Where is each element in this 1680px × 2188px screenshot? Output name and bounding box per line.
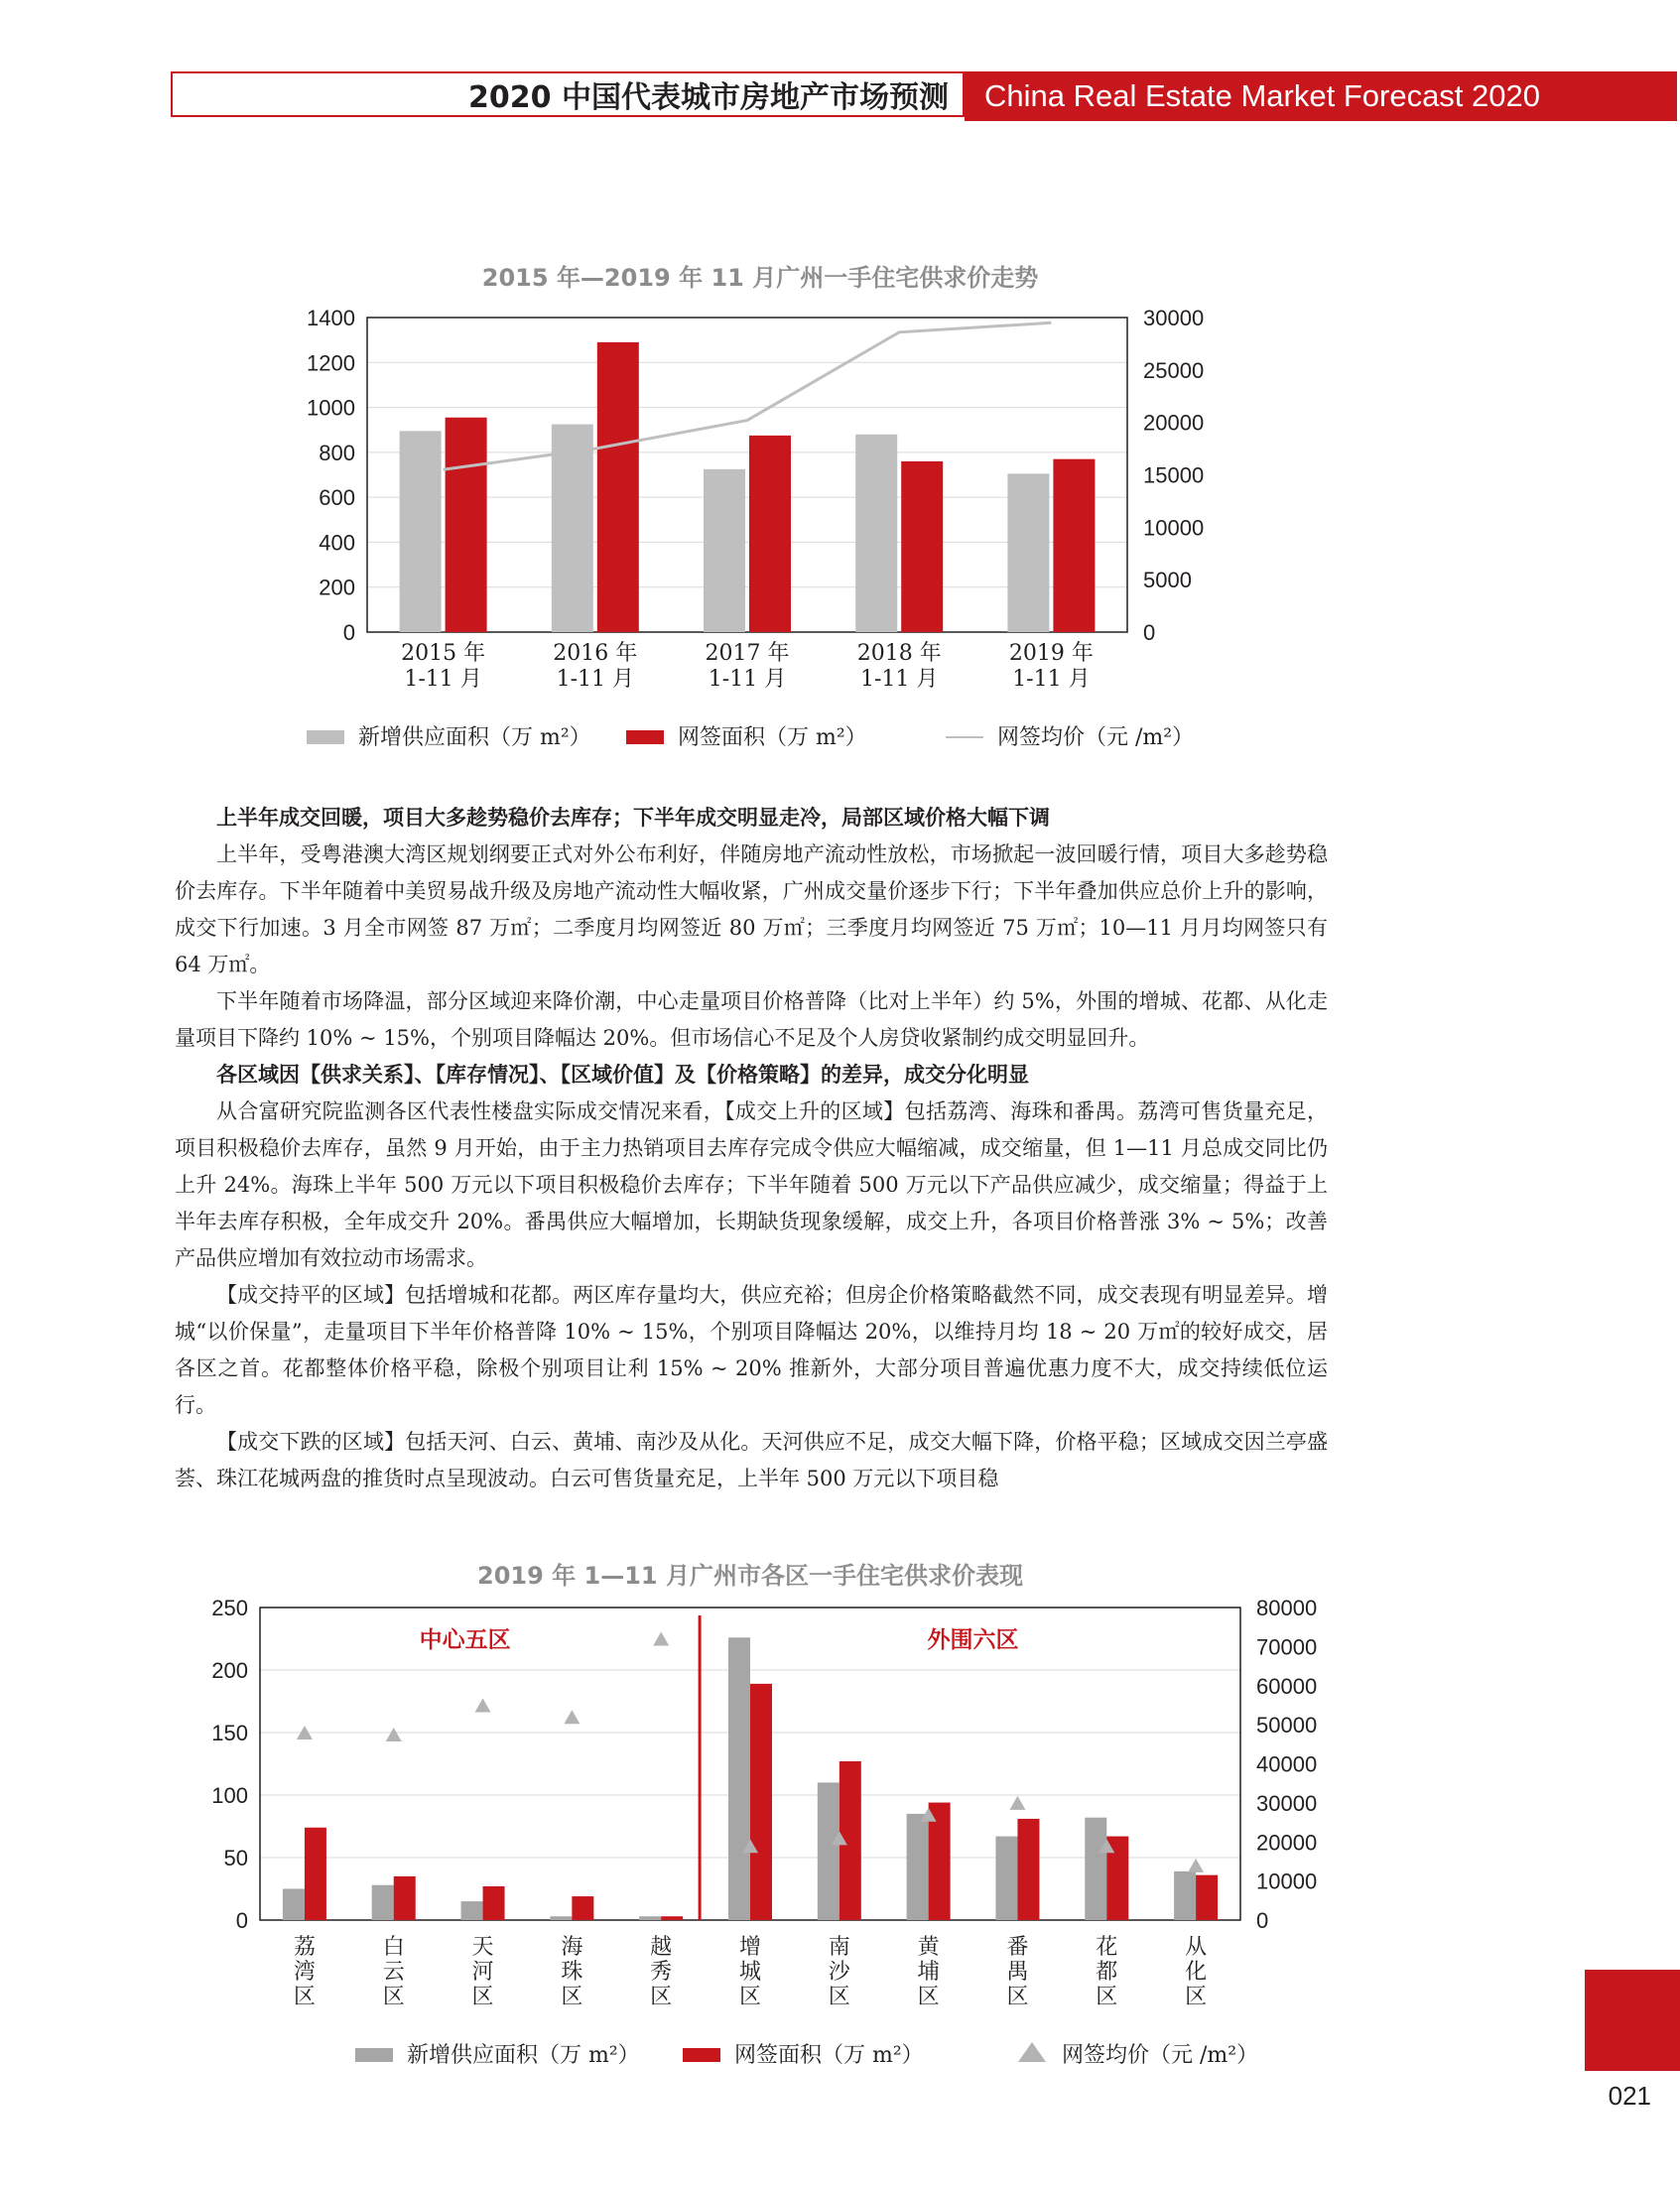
legend-label: 网签均价（元 /m²） bbox=[1062, 2043, 1259, 2068]
x-tick-label: 都 bbox=[1096, 1960, 1118, 1985]
x-tick-label: 1-11 月 bbox=[404, 667, 482, 692]
y-tick-label: 1400 bbox=[307, 306, 355, 330]
y-tick-label: 400 bbox=[319, 530, 355, 556]
bar-new-supply bbox=[855, 435, 897, 632]
y2-tick-label: 10000 bbox=[1256, 1868, 1318, 1894]
x-tick-label: 1-11 月 bbox=[708, 667, 787, 692]
header-title-cn: 2020 中国代表城市房地产市场预测 bbox=[171, 71, 965, 117]
x-tick-label: 番 bbox=[1006, 1935, 1029, 1960]
y2-tick-label: 40000 bbox=[1256, 1751, 1318, 1777]
x-tick-label: 禺 bbox=[1006, 1960, 1029, 1985]
y-tick-label: 1200 bbox=[307, 350, 355, 376]
legend-swatch bbox=[307, 730, 344, 744]
marker-avg-price bbox=[1188, 1859, 1204, 1872]
article-body-top bbox=[175, 800, 1328, 1497]
bar-signed-area bbox=[483, 1886, 505, 1920]
y-tick-label: 100 bbox=[211, 1783, 248, 1808]
x-tick-label: 2019 年 bbox=[1008, 641, 1094, 666]
legend-label: 网签面积（万 m²） bbox=[734, 2043, 924, 2068]
marker-avg-price bbox=[653, 1632, 669, 1646]
y2-tick-label: 30000 bbox=[1143, 306, 1205, 330]
chart-title: 2019 年 1—11 月广州市各区一手住宅供求价表现 bbox=[477, 1562, 1023, 1590]
bar-new-supply bbox=[995, 1837, 1017, 1920]
paragraph: 【成交下跌的区域】包括天河、白云、黄埔、南沙及从化。天河供应不足，成交大幅下降，价格平稳；区域成交因兰亭盛荟、珠江花城两盘的推货时点呈现波动。白云可售货量充足，上半年 500 万元以下项目稳 bbox=[175, 1430, 1328, 1490]
y2-tick-label: 20000 bbox=[1256, 1830, 1318, 1856]
y2-tick-label: 60000 bbox=[1256, 1673, 1318, 1699]
x-tick-label: 埔 bbox=[917, 1960, 940, 1985]
bar-new-supply bbox=[728, 1637, 750, 1920]
x-tick-label: 1-11 月 bbox=[1012, 667, 1091, 692]
x-tick-label: 云 bbox=[382, 1960, 405, 1985]
bar-new-supply bbox=[907, 1814, 929, 1920]
x-tick-label: 增 bbox=[738, 1935, 762, 1960]
x-tick-label: 化 bbox=[1185, 1960, 1208, 1985]
y-tick-label: 50 bbox=[223, 1846, 248, 1870]
x-tick-label: 秀 bbox=[650, 1960, 673, 1985]
bar-signed-area bbox=[305, 1828, 326, 1920]
y2-tick-label: 20000 bbox=[1143, 410, 1205, 436]
y2-tick-label: 10000 bbox=[1143, 515, 1205, 541]
y2-tick-label: 70000 bbox=[1256, 1634, 1318, 1660]
bar-signed-area bbox=[597, 342, 639, 632]
y-tick-label: 800 bbox=[319, 440, 355, 465]
y2-tick-label: 0 bbox=[1143, 620, 1156, 645]
y2-tick-label: 5000 bbox=[1143, 568, 1192, 593]
paragraph: 下半年随着市场降温，部分区域迎来降价潮，中心走量项目价格普降（比对上半年）约 5%，外围的增城、花都、从化走量项目下降约 10% ~ 15%，个别项目降幅达 20%。但市场信心不足及个人房贷收紧制约成交明显回升。 bbox=[175, 989, 1328, 1050]
x-tick-label: 河 bbox=[471, 1960, 494, 1985]
bar-signed-area bbox=[1017, 1819, 1039, 1920]
paragraph: 从合富研究院监测各区代表性楼盘实际成交情况来看，【成交上升的区域】包括荔湾、海珠和番禺。荔湾可售货量充足，项目积极稳价去库存，虽然 9 月开始，由于主力热销项目去库存完成令供应大幅缩减，成交缩量，但 1—11 月总成交同比仍上升 24%。海珠上半年 500 万元以下项目积极稳价去库存；下半年随着 500 万元以下产品供应减少，成交缩量；得益于上半年去库存积极，全年成交升 20%。番禺供应大幅增加，长期缺货现象缓解，成交上升，各项目价格普涨 3% ~ 5%；改善产品供应增加有效拉动市场需求。 bbox=[175, 1099, 1328, 1270]
paragraph: 【成交持平的区域】包括增城和花都。两区库存量均大，供应充裕；但房企价格策略截然不同，成交表现有明显差异。增城“以价保量”，走量项目下半年价格普降 10% ~ 15%，个别项目降幅达 20%，以维持月均 18 ~ 20 万㎡的较好成交，居各区之首。花都整体价格平稳，除极个别项目让利 15% ~ 20% 推新外，大部分项目普遍优惠力度不大，成交持续低位运行。 bbox=[175, 1283, 1328, 1417]
x-tick-label: 2016 年 bbox=[553, 641, 638, 666]
x-tick-label: 湾 bbox=[293, 1960, 316, 1985]
chart-supply-demand-trend bbox=[0, 248, 1680, 774]
y-tick-label: 200 bbox=[319, 575, 355, 600]
x-tick-label: 区 bbox=[471, 1985, 494, 2009]
x-tick-label: 城 bbox=[738, 1960, 762, 1985]
marker-avg-price bbox=[564, 1710, 580, 1724]
legend-label: 新增供应面积（万 m²） bbox=[407, 2043, 640, 2068]
y2-tick-label: 30000 bbox=[1256, 1790, 1318, 1816]
y2-tick-label: 80000 bbox=[1256, 1596, 1318, 1620]
x-tick-label: 区 bbox=[561, 1985, 583, 2009]
header-title-en: China Real Estate Market Forecast 2020 bbox=[965, 71, 1677, 121]
legend-label: 网签面积（万 m²） bbox=[678, 725, 867, 750]
x-tick-label: 区 bbox=[650, 1985, 673, 2009]
legend-swatch bbox=[1018, 2042, 1046, 2062]
x-tick-label: 1-11 月 bbox=[556, 667, 635, 692]
y2-tick-label: 0 bbox=[1256, 1908, 1269, 1933]
x-tick-label: 从 bbox=[1185, 1935, 1208, 1960]
page-header bbox=[171, 71, 1677, 121]
bar-signed-area bbox=[661, 1916, 683, 1920]
bar-new-supply bbox=[283, 1889, 305, 1921]
x-tick-label: 花 bbox=[1096, 1935, 1118, 1960]
bar-new-supply bbox=[704, 469, 745, 632]
x-tick-label: 区 bbox=[1096, 1985, 1118, 2009]
x-tick-label: 2018 年 bbox=[856, 641, 942, 666]
x-tick-label: 荔 bbox=[293, 1935, 316, 1960]
x-tick-label: 区 bbox=[1185, 1985, 1208, 2009]
y-tick-label: 150 bbox=[211, 1721, 248, 1745]
bar-signed-area bbox=[572, 1896, 593, 1920]
paragraph: 上半年，受粤港澳大湾区规划纲要正式对外公布利好，伴随房地产流动性放松，市场掀起一波回暖行情，项目大多趁势稳价去库存。下半年随着中美贸易战升级及房地产流动性大幅收紧，广州成交量价逐步下行；下半年叠加供应总价上升的影响，成交下行加速。3 月全市网签 87 万㎡；二季度月均网签近 80 万㎡；三季度月均网签近 75 万㎡；10—11 月月均网签只有 64 万㎡。 bbox=[175, 842, 1328, 976]
x-tick-label: 区 bbox=[828, 1985, 850, 2009]
bar-signed-area bbox=[901, 461, 943, 632]
x-tick-label: 区 bbox=[738, 1985, 762, 2009]
chart-district-performance bbox=[0, 1548, 1680, 2084]
x-tick-label: 天 bbox=[471, 1935, 494, 1960]
bar-signed-area bbox=[446, 418, 487, 632]
bar-signed-area bbox=[394, 1876, 416, 1920]
bar-new-supply bbox=[372, 1885, 394, 1920]
bar-new-supply bbox=[1007, 473, 1049, 632]
marker-avg-price bbox=[1009, 1796, 1025, 1810]
y2-tick-label: 25000 bbox=[1143, 357, 1205, 383]
marker-avg-price bbox=[475, 1698, 491, 1712]
line-avg-price bbox=[444, 322, 1052, 469]
x-tick-label: 珠 bbox=[561, 1960, 583, 1985]
bar-new-supply bbox=[1085, 1818, 1106, 1920]
y2-tick-label: 15000 bbox=[1143, 462, 1205, 488]
legend-label: 网签均价（元 /m²） bbox=[997, 725, 1195, 750]
y2-tick-label: 50000 bbox=[1256, 1713, 1318, 1738]
page-number: 021 bbox=[1608, 2081, 1651, 2111]
x-tick-label: 海 bbox=[561, 1935, 583, 1960]
y-tick-label: 1000 bbox=[307, 395, 355, 421]
y-tick-label: 0 bbox=[342, 620, 355, 645]
legend-label: 新增供应面积（万 m²） bbox=[358, 725, 591, 750]
x-tick-label: 2017 年 bbox=[705, 641, 790, 666]
x-tick-label: 白 bbox=[382, 1935, 405, 1960]
section-heading-1: 上半年成交回暖，项目大多趁势稳价去库存；下半年成交明显走冷，局部区域价格大幅下调 bbox=[216, 806, 1050, 830]
bar-signed-area bbox=[1196, 1875, 1218, 1920]
marker-avg-price bbox=[386, 1728, 402, 1741]
section-heading-2: 各区域因【供求关系】、【库存情况】、【区域价值】及【价格策略】的差异，成交分化明显 bbox=[216, 1063, 1029, 1087]
bar-new-supply bbox=[552, 425, 593, 632]
page-corner-block bbox=[1585, 1970, 1680, 2071]
y-tick-label: 250 bbox=[211, 1596, 248, 1620]
legend-swatch bbox=[626, 730, 664, 744]
x-tick-label: 南 bbox=[828, 1935, 850, 1960]
bar-new-supply bbox=[818, 1782, 840, 1920]
bar-new-supply bbox=[461, 1901, 483, 1920]
x-tick-label: 越 bbox=[650, 1935, 673, 1960]
bar-new-supply bbox=[1174, 1871, 1196, 1920]
x-tick-label: 黄 bbox=[917, 1935, 940, 1960]
bar-signed-area bbox=[750, 1684, 772, 1920]
chart-title: 2015 年—2019 年 11 月广州一手住宅供求价走势 bbox=[481, 264, 1039, 292]
legend-swatch bbox=[683, 2048, 720, 2062]
region-label-center: 中心五区 bbox=[419, 1627, 511, 1653]
x-tick-label: 沙 bbox=[828, 1960, 850, 1985]
region-label-outer: 外围六区 bbox=[927, 1627, 1019, 1653]
y-tick-label: 0 bbox=[235, 1908, 248, 1933]
x-tick-label: 区 bbox=[1006, 1985, 1029, 2009]
bar-new-supply bbox=[639, 1916, 661, 1920]
legend-swatch bbox=[355, 2048, 393, 2062]
bar-new-supply bbox=[550, 1916, 572, 1920]
x-tick-label: 区 bbox=[917, 1985, 940, 2009]
x-tick-label: 区 bbox=[293, 1985, 316, 2009]
bar-signed-area bbox=[749, 436, 791, 632]
x-tick-label: 区 bbox=[382, 1985, 405, 2009]
y-tick-label: 200 bbox=[211, 1658, 248, 1683]
bar-signed-area bbox=[1053, 459, 1095, 632]
x-tick-label: 1-11 月 bbox=[859, 667, 939, 692]
bar-new-supply bbox=[400, 431, 442, 632]
x-tick-label: 2015 年 bbox=[401, 641, 486, 666]
y-tick-label: 600 bbox=[319, 485, 355, 511]
